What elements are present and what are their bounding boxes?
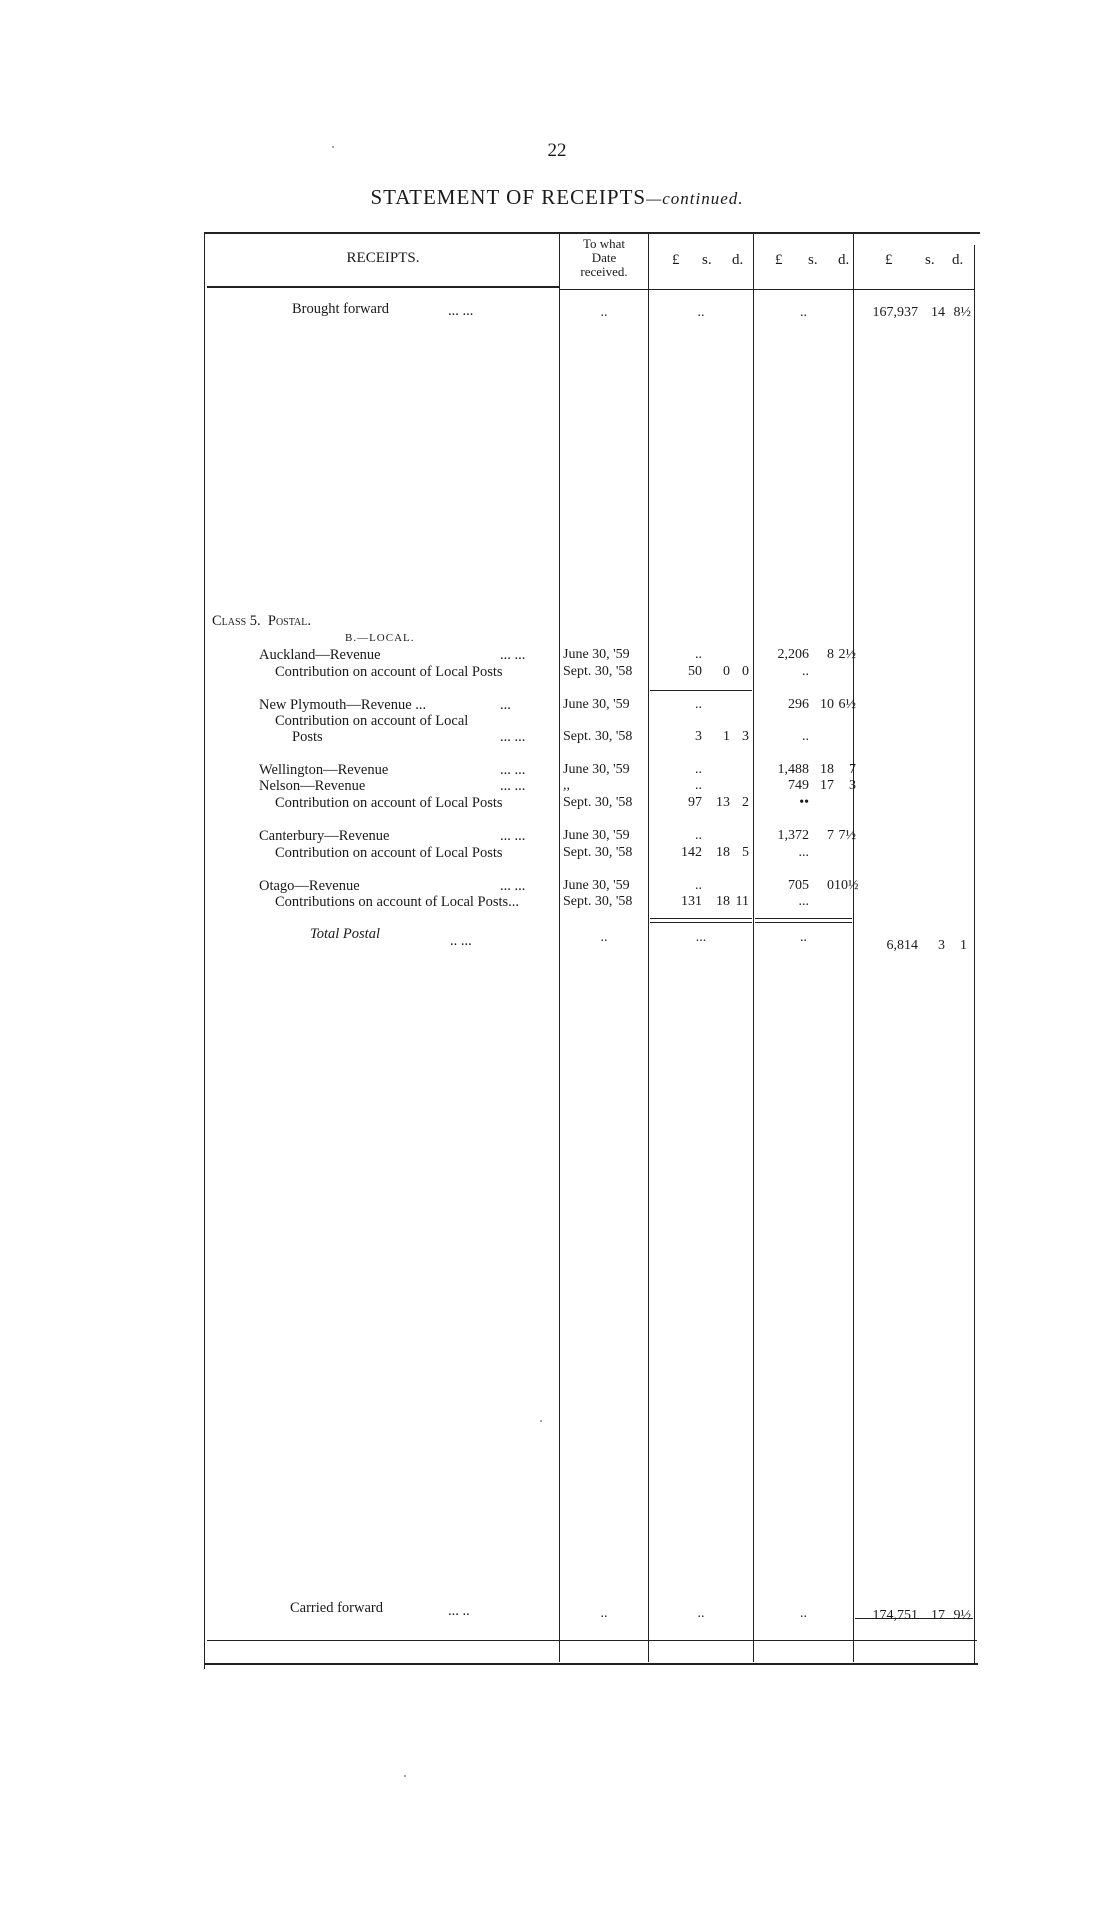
subtotal-rule-b1 xyxy=(755,918,852,919)
row-col-a-shillings: 0 xyxy=(723,664,730,679)
header-col-c-pounds: £ xyxy=(885,252,893,268)
total-postal-shillings: 3 xyxy=(938,938,945,953)
total-postal-label: Total Postal xyxy=(310,926,380,942)
row-col-b-pounds: ... xyxy=(798,894,809,909)
header-col-b-pence: d. xyxy=(838,252,850,268)
row-dots: ... ... xyxy=(500,878,526,894)
brought-forward-label: Brought forward xyxy=(292,301,390,317)
header-col-a-pounds: £ xyxy=(672,252,680,268)
row-col-b-shillings: 10 xyxy=(820,697,834,712)
brought-forward-pounds: 167,937 xyxy=(872,305,918,320)
row-col-a-pounds: .. xyxy=(695,878,702,893)
row-dots: ... ... xyxy=(500,778,526,794)
row-col-b-shillings: 7 xyxy=(827,828,834,843)
total-postal-col-a: ... xyxy=(695,930,707,945)
row-col-a-pounds: .. xyxy=(695,762,702,777)
row-label: Wellington—Revenue xyxy=(259,762,389,778)
row-col-a-pence: 3 xyxy=(742,729,749,744)
header-col-a-pence: d. xyxy=(732,252,744,268)
row-col-b-pounds: 749 xyxy=(788,778,809,793)
brought-forward-col-a: .. xyxy=(697,305,705,320)
row-col-a-shillings: 18 xyxy=(716,845,730,860)
row-col-b-shillings: 8 xyxy=(827,647,834,662)
row-col-a-pounds: 142 xyxy=(681,845,702,860)
class-prefix: Class 5. xyxy=(212,613,261,629)
page-title xyxy=(0,185,1114,210)
row-col-b-pence: 7½ xyxy=(838,828,856,843)
row-col-a-pence: 5 xyxy=(742,845,749,860)
row-col-b-shillings: 18 xyxy=(820,762,834,777)
row-col-a-pounds: 3 xyxy=(695,729,702,744)
row-date: June 30, '59 xyxy=(563,762,630,777)
row-col-b-shillings: 0 xyxy=(827,878,834,893)
row-col-a-pounds: .. xyxy=(695,828,702,843)
carried-forward-col-b: .. xyxy=(800,1606,807,1621)
row-date: Sept. 30, '58 xyxy=(563,729,633,744)
header-col-c-shillings: s. xyxy=(925,252,935,268)
row-col-b-pence: 7 xyxy=(849,762,856,777)
row-col-a-pounds: .. xyxy=(695,647,702,662)
header-bottom-rule xyxy=(207,286,560,288)
brought-forward-pence: 8½ xyxy=(953,305,971,320)
brought-forward-shillings: 14 xyxy=(931,305,945,320)
header-date-line2: Date xyxy=(591,250,617,265)
row-col-a-shillings: 13 xyxy=(716,795,730,810)
scan-speck xyxy=(540,1420,542,1422)
row-label: New Plymouth—Revenue ... xyxy=(259,697,427,713)
row-label: Contribution on account of Local xyxy=(275,713,469,729)
row-dots: ... ... xyxy=(500,647,526,663)
row-dots: ... ... xyxy=(500,828,526,844)
row-col-a-shillings: 18 xyxy=(716,894,730,909)
row-label: Auckland—Revenue xyxy=(259,647,381,663)
header-col-b-shillings: s. xyxy=(808,252,818,268)
table-right-edge xyxy=(974,245,975,1663)
carried-forward-date: .. xyxy=(600,1606,608,1621)
class-subheading: B.—LOCAL. xyxy=(345,632,415,644)
row-date: June 30, '59 xyxy=(563,647,630,662)
row-label: Posts xyxy=(292,729,323,745)
carried-forward-dots: ... .. xyxy=(448,1603,470,1619)
row-label: Contribution on account of Local Posts xyxy=(275,845,503,861)
row-date: June 30, '59 xyxy=(563,828,630,843)
row-col-a-pence: 0 xyxy=(742,664,749,679)
row-label: Contribution on account of Local Posts xyxy=(275,795,503,811)
carried-forward-pounds: 174,751 xyxy=(872,1608,918,1623)
carried-forward-label: Carried forward xyxy=(290,1600,383,1616)
header-date-line3: received. xyxy=(580,264,628,279)
row-dots: ... ... xyxy=(500,762,526,778)
subtotal-rule-b2 xyxy=(755,922,852,923)
header-col-b-pounds: £ xyxy=(775,252,783,268)
col-rule-date xyxy=(559,232,560,1662)
bottom-rule-2 xyxy=(204,1663,978,1665)
table-left-edge xyxy=(204,232,205,1669)
row-col-a-pence: 2 xyxy=(742,795,749,810)
brought-forward-col-b: .. xyxy=(800,305,807,320)
row-label: Contribution on account of Local Posts xyxy=(275,664,503,680)
row-dots: ... xyxy=(500,697,511,713)
total-postal-date: .. xyxy=(600,930,608,945)
scan-speck xyxy=(332,146,334,148)
carried-forward-pence: 9½ xyxy=(953,1608,971,1623)
row-col-b-shillings: 17 xyxy=(820,778,834,793)
row-col-a-pounds: .. xyxy=(695,697,702,712)
brought-forward-dots: ... ... xyxy=(448,303,474,319)
row-date: June 30, '59 xyxy=(563,878,630,893)
subtotal-rule-a3 xyxy=(650,922,752,923)
header-col-a-shillings: s. xyxy=(702,252,712,268)
row-label: Contributions on account of Local Posts... xyxy=(275,894,520,910)
row-date: Sept. 30, '58 xyxy=(563,894,633,909)
page-number: 22 xyxy=(547,140,567,161)
row-col-a-pounds: 97 xyxy=(688,795,702,810)
row-col-b-pounds: •• xyxy=(799,795,809,810)
carried-forward-shillings: 17 xyxy=(931,1608,945,1623)
row-col-b-pounds: 705 xyxy=(788,878,809,893)
row-col-b-pence: 10½ xyxy=(834,878,859,893)
total-postal-col-b: .. xyxy=(800,930,807,945)
row-col-b-pounds: ... xyxy=(798,845,809,860)
row-col-b-pounds: 1,372 xyxy=(777,828,809,843)
row-col-b-pounds: 1,488 xyxy=(777,762,809,777)
row-col-a-pounds: .. xyxy=(695,778,702,793)
row-col-a-pounds: 131 xyxy=(681,894,702,909)
subtotal-rule-a1 xyxy=(650,690,752,691)
row-date: Sept. 30, '58 xyxy=(563,845,633,860)
row-col-a-pence: 11 xyxy=(735,894,749,909)
subtotal-rule-a2 xyxy=(650,918,752,919)
total-postal-pence: 1 xyxy=(960,938,967,953)
title-suffix: —continued. xyxy=(646,189,744,208)
row-col-a-pounds: 50 xyxy=(688,664,702,679)
row-label: Canterbury—Revenue xyxy=(259,828,390,844)
scan-speck xyxy=(404,1775,406,1777)
row-date: ,, xyxy=(563,778,570,793)
bottom-rule-1 xyxy=(207,1640,977,1641)
class-heading xyxy=(212,613,311,630)
row-date: Sept. 30, '58 xyxy=(563,664,633,679)
header-bottom-rule-2 xyxy=(560,289,975,290)
row-label: Nelson—Revenue xyxy=(259,778,366,794)
row-date: June 30, '59 xyxy=(563,697,630,712)
row-col-b-pence: 6½ xyxy=(838,697,856,712)
header-col-c-pence: d. xyxy=(952,252,964,268)
table-top-rule xyxy=(204,232,980,234)
header-date-line1: To what xyxy=(582,236,626,251)
total-postal-pounds: 6,814 xyxy=(886,938,918,953)
row-col-b-pounds: 296 xyxy=(788,697,809,712)
header-receipts: RECEIPTS. xyxy=(346,250,420,266)
class-name: Postal. xyxy=(267,613,311,629)
row-label: Otago—Revenue xyxy=(259,878,360,894)
col-rule-b xyxy=(753,232,754,1662)
row-dots: ... ... xyxy=(500,729,526,745)
row-col-b-pence: 2½ xyxy=(838,647,856,662)
total-postal-dots: .. ... xyxy=(450,933,472,949)
brought-forward-date: .. xyxy=(600,305,608,320)
row-col-b-pounds: .. xyxy=(802,729,809,744)
carried-forward-col-a: .. xyxy=(697,1606,705,1621)
row-col-b-pounds: .. xyxy=(802,664,809,679)
row-date: Sept. 30, '58 xyxy=(563,795,633,810)
row-col-b-pence: 3 xyxy=(849,778,856,793)
row-col-a-shillings: 1 xyxy=(723,729,730,744)
row-col-b-pounds: 2,206 xyxy=(777,647,809,662)
title-main: STATEMENT OF RECEIPTS xyxy=(370,185,647,209)
col-rule-a xyxy=(648,232,649,1662)
